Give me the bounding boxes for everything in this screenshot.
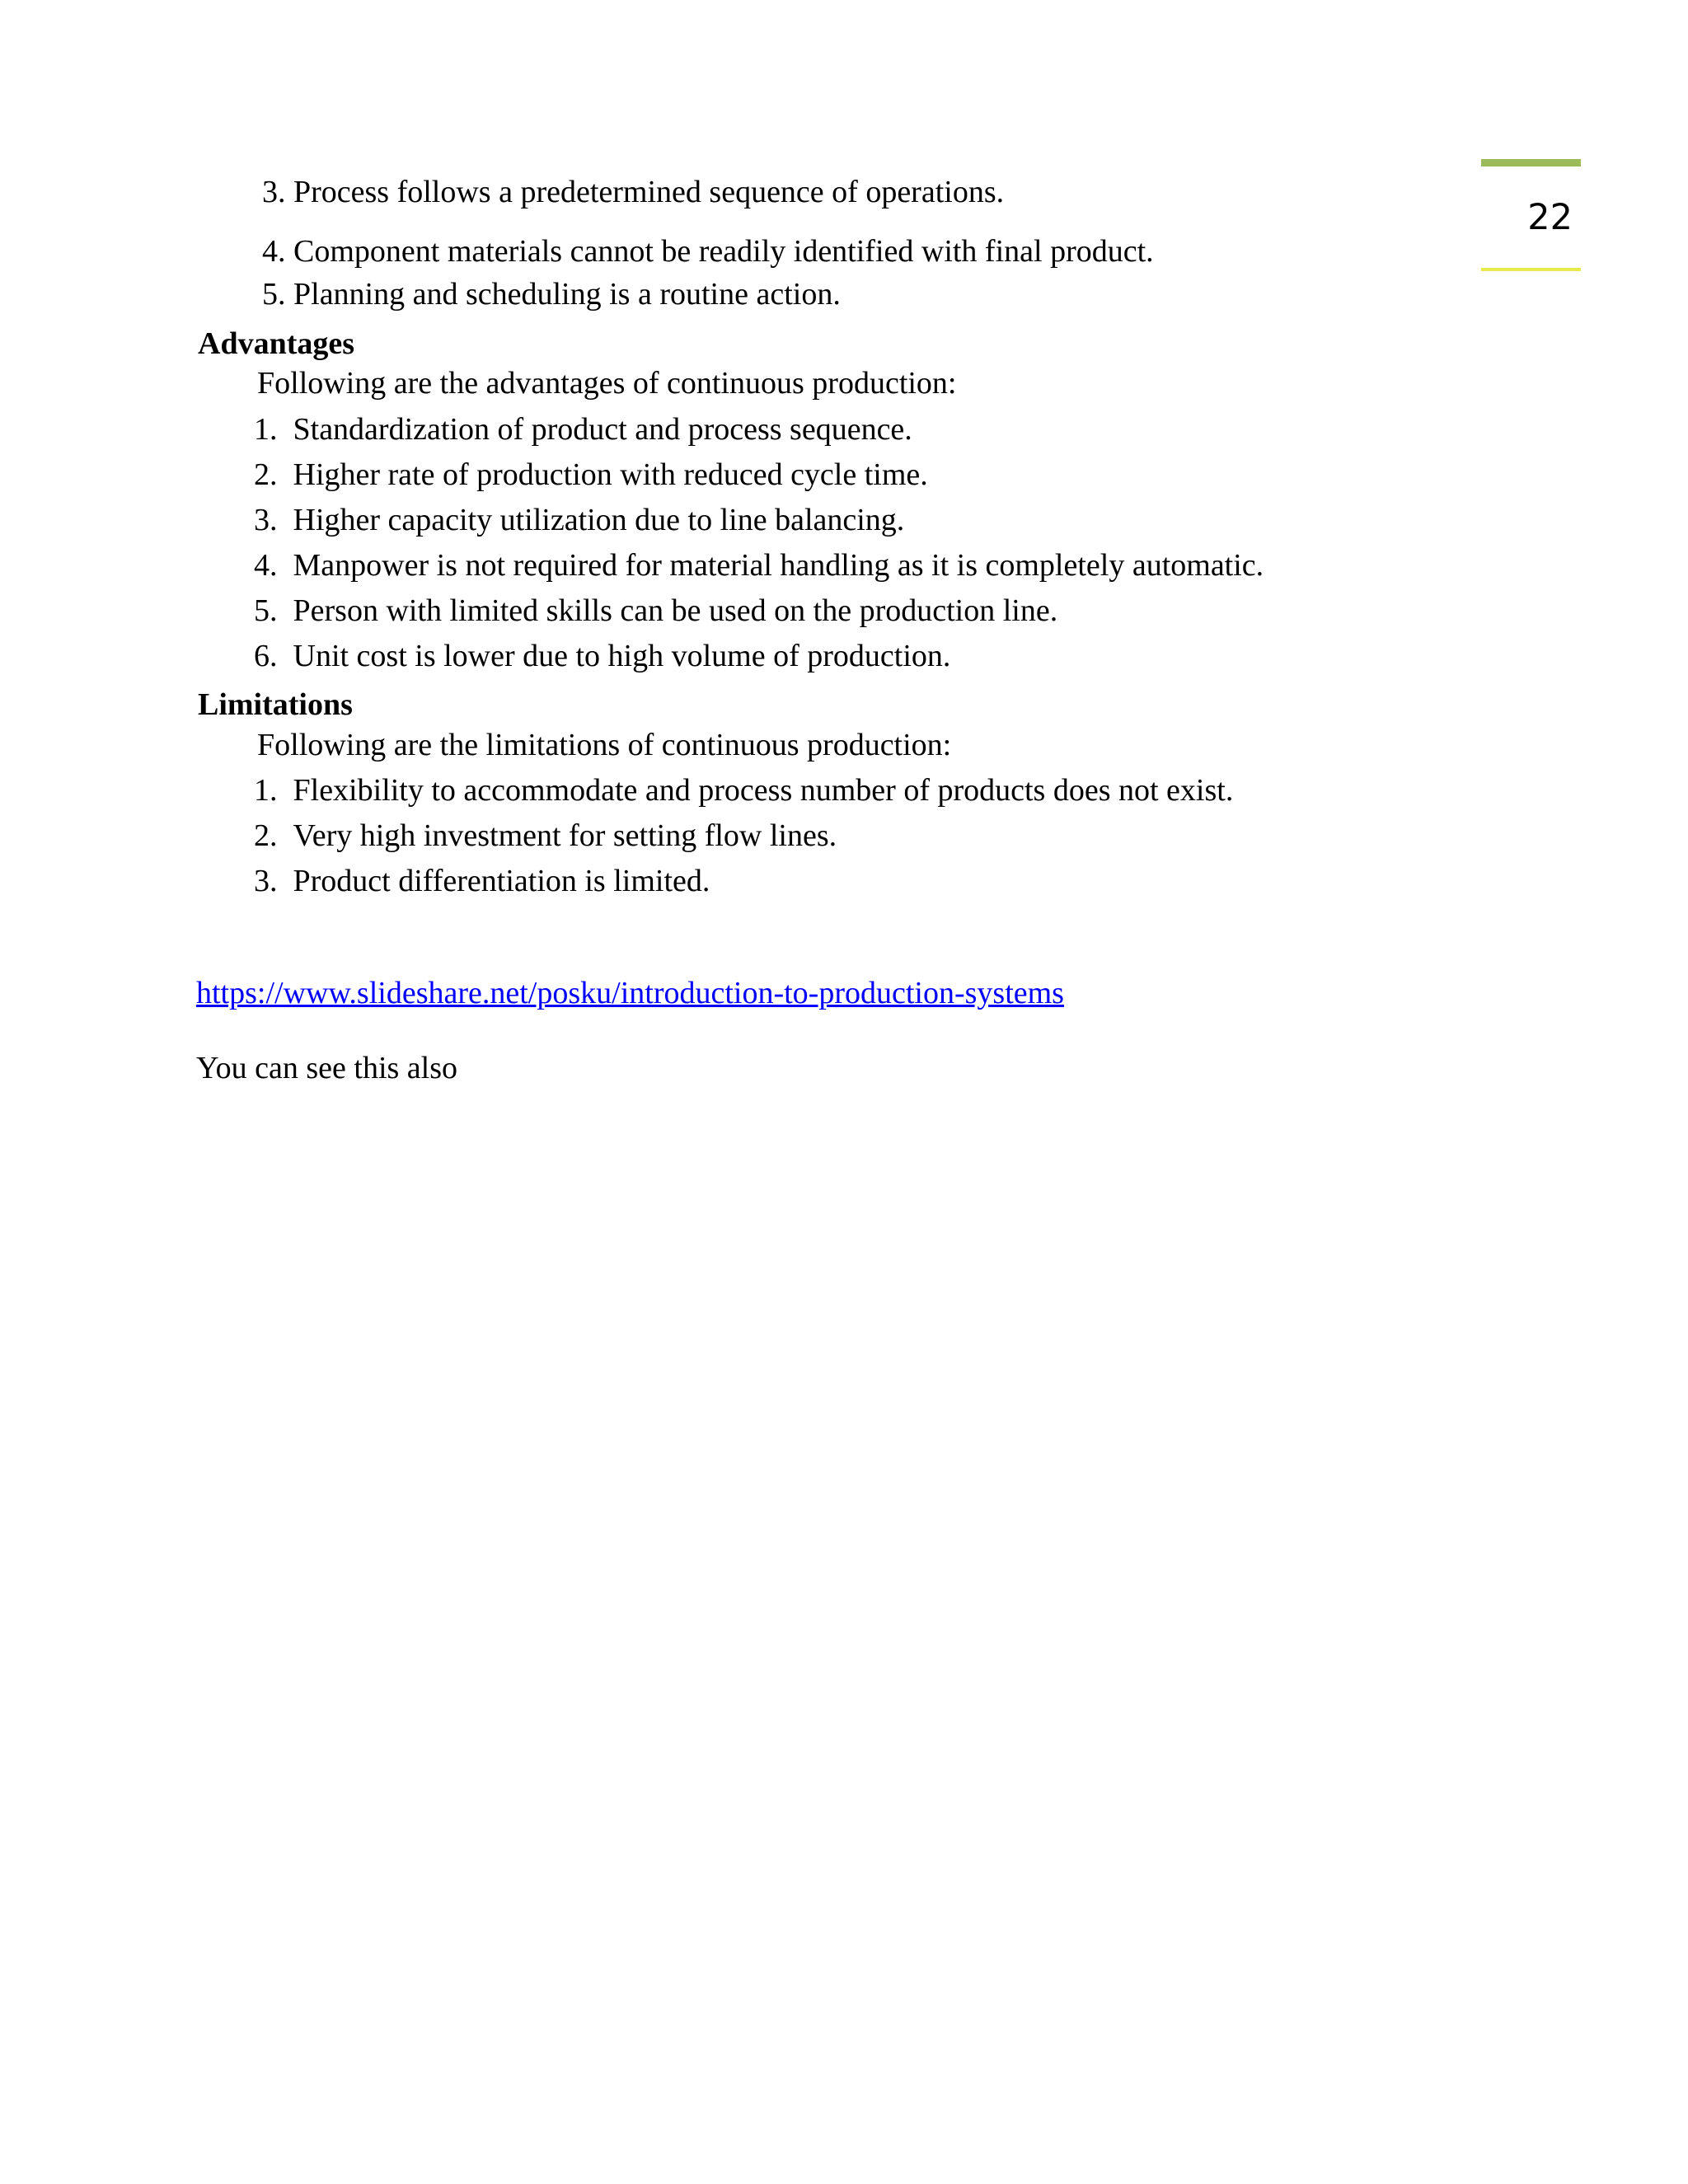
limitation-item xyxy=(254,820,837,851)
list-item-number: 3. xyxy=(254,503,278,537)
list-item-number: 3. xyxy=(254,864,278,898)
list-item-text: Very high investment for setting flow lines. xyxy=(293,818,837,853)
list-item-text: Process follows a predetermined sequence of operations. xyxy=(293,175,1005,209)
advantage-item xyxy=(254,459,928,490)
list-item-number: 5. xyxy=(262,277,286,312)
list-item-text: Product differentiation is limited. xyxy=(293,864,710,898)
list-item-number: 3. xyxy=(262,175,286,209)
list-item xyxy=(262,176,1004,208)
reference-link[interactable]: https://www.slideshare.net/posku/introduction-to-production-systems xyxy=(196,976,1064,1010)
list-item-text: Planning and scheduling is a routine action. xyxy=(293,277,841,312)
limitation-item xyxy=(254,775,1233,806)
list-item-text: Standardization of product and process sequence. xyxy=(293,412,912,447)
list-item-number: 2. xyxy=(254,457,278,492)
list-item-number: 4. xyxy=(254,548,278,583)
limitation-item xyxy=(254,865,710,897)
list-item-text: Person with limited skills can be used on the production line. xyxy=(293,593,1058,628)
list-item-number: 1. xyxy=(254,773,278,808)
page-number-box xyxy=(1481,159,1581,271)
advantages-intro: Following are the advantages of continuous production: xyxy=(257,366,957,401)
limitations-heading: Limitations xyxy=(198,687,353,722)
advantage-item xyxy=(254,504,904,536)
list-item-number: 6. xyxy=(254,639,278,673)
list-item-text: Unit cost is lower due to high volume of production. xyxy=(293,639,951,673)
advantages-heading: Advantages xyxy=(198,326,355,361)
closing-text: You can see this also xyxy=(196,1051,458,1085)
list-item-number: 5. xyxy=(254,593,278,628)
advantage-item xyxy=(254,595,1057,626)
advantage-item xyxy=(254,640,950,672)
list-item-text: Higher rate of production with reduced cycle time. xyxy=(293,457,928,492)
list-item xyxy=(262,236,1154,267)
list-item-number: 4. xyxy=(262,234,286,269)
list-item-text: Component materials cannot be readily identified with final product. xyxy=(293,234,1154,269)
list-item xyxy=(262,279,841,310)
page-number-top-rule xyxy=(1481,159,1581,166)
list-item-text: Flexibility to accommodate and process number of products does not exist. xyxy=(293,773,1234,808)
page-number-bottom-rule xyxy=(1481,268,1581,271)
list-item-text: Manpower is not required for material handling as it is completely automatic. xyxy=(293,548,1264,583)
limitations-intro: Following are the limitations of continuous production: xyxy=(257,728,952,762)
list-item-number: 1. xyxy=(254,412,278,447)
page-number: 22 xyxy=(1527,197,1573,238)
list-item-text: Higher capacity utilization due to line balancing. xyxy=(293,503,905,537)
advantage-item xyxy=(254,550,1264,581)
list-item-number: 2. xyxy=(254,818,278,853)
advantage-item xyxy=(254,414,912,445)
